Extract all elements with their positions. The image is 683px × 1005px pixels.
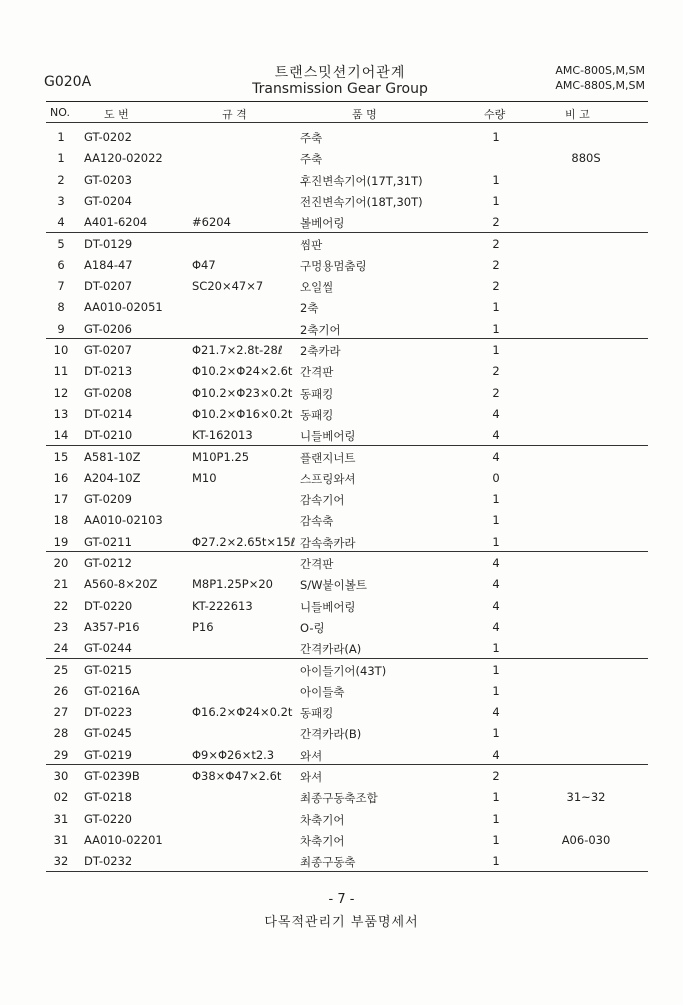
table-row [46, 595, 648, 616]
quantity: 4 [492, 406, 500, 421]
part-name: 2축기어 [300, 322, 341, 337]
part-number: GT-0218 [84, 790, 132, 805]
table-row [46, 446, 648, 467]
row-number: 28 [53, 726, 69, 741]
part-number: A401-6204 [84, 215, 148, 230]
specification: Φ21.7×2.8t-28ℓ [192, 343, 283, 357]
header-bottom-rule [46, 122, 648, 123]
quantity: 1 [492, 172, 500, 187]
quantity: 4 [492, 705, 500, 720]
part-name: 2축카라 [300, 344, 341, 358]
header-top-rule [46, 101, 648, 102]
row-number: 22 [53, 598, 69, 613]
table-row [46, 744, 648, 765]
quantity: 1 [492, 662, 500, 677]
quantity: 0 [492, 470, 500, 485]
part-name: 2축 [300, 301, 319, 316]
quantity: 2 [492, 236, 500, 251]
row-number: 1 [57, 151, 65, 166]
row-number: 32 [53, 854, 69, 869]
part-name: 니들베어링 [300, 599, 356, 614]
quantity: 4 [492, 428, 500, 443]
col-header-name: 품 명 [352, 108, 377, 121]
part-number: GT-0239B [84, 769, 140, 783]
row-number: 24 [53, 641, 69, 656]
part-name: 전진변속기어(18T,30T) [300, 194, 423, 209]
part-name: 플랜지너트 [300, 450, 356, 465]
group-divider [46, 871, 648, 872]
part-name: 주축 [300, 152, 323, 167]
specification: M10P1.25 [192, 449, 250, 464]
part-number: DT-0220 [84, 598, 133, 613]
col-header-remarks: 비 고 [565, 108, 590, 121]
row-number: 9 [57, 321, 65, 336]
row-number: 10 [53, 343, 69, 357]
part-number: GT-0204 [84, 193, 132, 208]
part-name: 동패킹 [300, 706, 334, 721]
col-header-qty: 수량 [484, 108, 506, 121]
part-name: 동패킹 [300, 407, 334, 422]
quantity: 2 [492, 364, 500, 379]
part-name: 간격판 [300, 557, 334, 571]
table-row [46, 339, 648, 360]
part-number: AA120-02022 [84, 151, 163, 166]
row-number: 1 [57, 130, 65, 144]
quantity: 1 [492, 683, 500, 698]
quantity: 2 [492, 385, 500, 400]
part-name: O-링 [300, 620, 325, 635]
part-name: 최종구동축 [300, 855, 356, 870]
table-row [46, 190, 648, 211]
table-row [46, 637, 648, 658]
row-number: 15 [53, 449, 69, 464]
row-number: 31 [53, 811, 69, 826]
part-name: 동패킹 [300, 386, 334, 401]
row-number: 17 [53, 492, 69, 507]
quantity: 2 [492, 257, 500, 272]
part-name: 씸판 [300, 237, 323, 252]
part-number: GT-0206 [84, 321, 132, 336]
part-number: DT-0129 [84, 236, 133, 251]
quantity: 4 [492, 747, 500, 762]
row-number: 23 [53, 619, 69, 634]
table-row [46, 403, 648, 424]
row-number: 25 [53, 662, 69, 677]
part-name: 후진변속기어(17T,31T) [300, 173, 423, 188]
part-number: GT-0209 [84, 492, 132, 507]
part-number: GT-0245 [84, 726, 132, 741]
model-line-2: AMC-880S,M,SM [555, 79, 645, 92]
col-header-part-no: 도 번 [104, 108, 129, 121]
table-row [46, 765, 648, 786]
col-header-no: NO. [50, 106, 70, 119]
quantity: 1 [492, 726, 500, 741]
specification: Φ16.2×Φ24×0.2t [192, 705, 293, 720]
specification: Φ10.2×Φ16×0.2t [192, 406, 293, 421]
part-number: GT-0219 [84, 747, 132, 762]
quantity: 4 [492, 556, 500, 570]
part-name: 차축기어 [300, 833, 345, 848]
table-row [46, 467, 648, 488]
row-number: 19 [53, 534, 69, 549]
table-row [46, 680, 648, 701]
row-number: 7 [57, 279, 65, 294]
table-row [46, 169, 648, 190]
part-number: A357-P16 [84, 619, 140, 634]
quantity: 1 [492, 513, 500, 528]
table-row [46, 296, 648, 317]
part-number: GT-0203 [84, 172, 132, 187]
table-row [46, 318, 648, 339]
row-number: 02 [53, 790, 69, 805]
row-number: 11 [53, 364, 69, 379]
part-number: A204-10Z [84, 470, 141, 485]
table-row [46, 722, 648, 743]
specification: Φ10.2×Φ24×2.6t [192, 364, 293, 379]
row-number: 30 [53, 769, 69, 783]
quantity: 1 [492, 300, 500, 315]
part-number: GT-0207 [84, 343, 132, 357]
quantity: 1 [492, 492, 500, 507]
table-row [46, 829, 648, 850]
specification: SC20×47×7 [192, 279, 264, 294]
remarks: A06-030 [561, 832, 611, 847]
specification: Φ27.2×2.65t×15ℓ [192, 534, 296, 549]
table-row [46, 808, 648, 829]
row-number: 2 [57, 172, 65, 187]
row-number: 16 [53, 470, 69, 485]
quantity: 4 [492, 598, 500, 613]
row-number: 3 [57, 193, 65, 208]
part-number: DT-0223 [84, 705, 133, 720]
part-number: DT-0207 [84, 279, 133, 294]
part-number: DT-0210 [84, 428, 133, 443]
specification: Φ38×Φ47×2.6t [192, 769, 282, 783]
table-row [46, 573, 648, 594]
specification: #6204 [192, 215, 231, 230]
part-name: 아이들기어(43T) [300, 663, 387, 678]
part-name: 최종구동축조합 [300, 791, 378, 806]
table-row [46, 275, 648, 296]
specification: KT-222613 [192, 598, 253, 613]
page-number: - 7 - [328, 892, 355, 907]
table-row [46, 850, 648, 871]
part-number: A560-8×20Z [84, 577, 158, 592]
table-row [46, 659, 648, 680]
quantity: 4 [492, 619, 500, 634]
row-number: 20 [53, 556, 69, 570]
part-name: 니들베어링 [300, 429, 356, 444]
row-number: 31 [53, 832, 69, 847]
specification: Φ47 [192, 257, 216, 272]
table-row [46, 126, 648, 147]
table-row [46, 786, 648, 807]
quantity: 2 [492, 215, 500, 230]
part-number: GT-0215 [84, 662, 132, 677]
quantity: 1 [492, 343, 500, 357]
quantity: 4 [492, 577, 500, 592]
part-number: GT-0220 [84, 811, 132, 826]
part-name: 차축기어 [300, 812, 345, 827]
part-number: DT-0214 [84, 406, 133, 421]
group-code: G020A [44, 74, 92, 90]
part-number: AA010-02103 [84, 513, 163, 528]
part-number: GT-0212 [84, 556, 132, 570]
table-row [46, 254, 648, 275]
quantity: 1 [492, 193, 500, 208]
remarks: 880S [571, 151, 601, 166]
table-row [46, 211, 648, 232]
quantity: 2 [492, 279, 500, 294]
row-number: 6 [57, 257, 65, 272]
row-number: 26 [53, 683, 69, 698]
part-name: 간격판 [300, 365, 334, 380]
part-name: 아이들축 [300, 684, 345, 699]
table-row [46, 382, 648, 403]
title-english: Transmission Gear Group [252, 81, 428, 97]
table-row [46, 147, 648, 168]
specification: Φ9×Φ26×t2.3 [192, 747, 275, 762]
table-row [46, 488, 648, 509]
part-name: 스프링와셔 [300, 471, 356, 486]
remarks: 31~32 [566, 790, 606, 805]
quantity: 1 [492, 534, 500, 549]
row-number: 5 [57, 236, 65, 251]
part-number: GT-0244 [84, 641, 132, 656]
quantity: 1 [492, 854, 500, 869]
row-number: 29 [53, 747, 69, 762]
quantity: 1 [492, 832, 500, 847]
part-number: GT-0216A [84, 683, 140, 698]
row-number: 12 [53, 385, 69, 400]
quantity: 2 [492, 769, 500, 783]
part-name: 오일씰 [300, 280, 334, 295]
quantity: 1 [492, 790, 500, 805]
title-korean: 트랜스밋션기어관계 [274, 65, 406, 81]
part-name: 간격카라(A) [300, 642, 362, 657]
part-number: AA010-02051 [84, 300, 163, 315]
part-number: GT-0202 [84, 130, 132, 144]
table-row [46, 424, 648, 445]
part-number: AA010-02201 [84, 832, 163, 847]
specification: M10 [192, 470, 217, 485]
quantity: 1 [492, 321, 500, 336]
part-number: DT-0232 [84, 854, 133, 869]
part-number: GT-0211 [84, 534, 132, 549]
part-name: 주축 [300, 131, 323, 145]
table-row [46, 531, 648, 552]
table-row [46, 552, 648, 573]
table-row [46, 360, 648, 381]
quantity: 4 [492, 449, 500, 464]
specification: KT-162013 [192, 428, 253, 443]
table-row [46, 701, 648, 722]
row-number: 18 [53, 513, 69, 528]
row-number: 27 [53, 705, 69, 720]
row-number: 13 [53, 406, 69, 421]
row-number: 4 [57, 215, 65, 230]
part-name: 감속축카라 [300, 535, 356, 550]
part-name: 와셔 [300, 770, 323, 784]
model-line-1: AMC-800S,M,SM [555, 64, 645, 77]
part-name: 감속기어 [300, 493, 345, 508]
row-number: 8 [57, 300, 65, 315]
table-row [46, 616, 648, 637]
specification: P16 [192, 619, 214, 634]
part-name: 볼베어링 [300, 216, 345, 231]
part-name: 감속축 [300, 514, 334, 529]
specification: M8P1.25P×20 [192, 577, 273, 592]
part-number: A581-10Z [84, 449, 141, 464]
table-row [46, 233, 648, 254]
part-name: 와셔 [300, 748, 323, 763]
row-number: 21 [53, 577, 69, 592]
part-name: 간격카라(B) [300, 727, 362, 742]
quantity: 1 [492, 811, 500, 826]
part-number: DT-0213 [84, 364, 133, 379]
part-name: 구멍용멈춤링 [300, 258, 367, 273]
part-name: S/W붙이볼트 [300, 578, 367, 593]
col-header-spec: 규 격 [222, 108, 247, 121]
quantity: 1 [492, 641, 500, 656]
part-number: A184-47 [84, 257, 133, 272]
table-row [46, 509, 648, 530]
part-number: GT-0208 [84, 385, 132, 400]
quantity: 1 [492, 130, 500, 144]
document-footer: 다목적관리기 부품명세서 [264, 915, 419, 930]
row-number: 14 [53, 428, 69, 443]
specification: Φ10.2×Φ23×0.2t [192, 385, 293, 400]
